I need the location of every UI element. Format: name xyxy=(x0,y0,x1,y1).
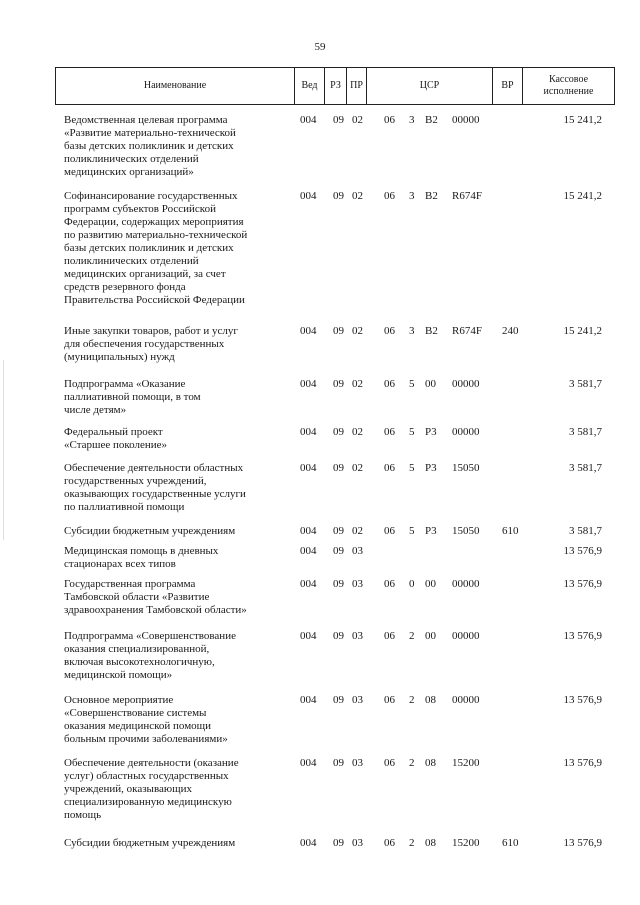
row-name: Государственная программа Тамбовской области «Развитие здравоохранения Тамбовской области» xyxy=(64,578,247,616)
row-vr: 610 xyxy=(502,837,519,849)
row-csr-subprogram: 2 xyxy=(409,630,415,642)
row-rz: 09 xyxy=(333,378,344,390)
row-name: Основное мероприятие «Совершенствование системы оказания медицинской помощи больным прочими заболеваниями» xyxy=(64,694,228,745)
row-csr-direction: 00000 xyxy=(452,630,480,642)
row-csr-subprogram: 5 xyxy=(409,378,415,390)
row-rz: 09 xyxy=(333,190,344,202)
row-amount: 13 576,9 xyxy=(563,694,602,706)
header-pr: ПР xyxy=(347,68,367,104)
row-rz: 09 xyxy=(333,578,344,590)
row-pr: 03 xyxy=(352,694,363,706)
row-pr: 03 xyxy=(352,578,363,590)
row-csr-direction: 00000 xyxy=(452,694,480,706)
row-name: Подпрограмма «Совершенствование оказания специализированной, включая высокотехнологичную, медицинской помощи» xyxy=(64,630,236,681)
row-csr-event: 08 xyxy=(425,694,436,706)
row-rz: 09 xyxy=(333,462,344,474)
row-csr-direction: 00000 xyxy=(452,114,480,126)
row-pr: 03 xyxy=(352,757,363,769)
row-rz: 09 xyxy=(333,630,344,642)
row-csr-subprogram: 2 xyxy=(409,694,415,706)
row-ved: 004 xyxy=(300,426,317,438)
row-pr: 02 xyxy=(352,426,363,438)
row-vr: 240 xyxy=(502,325,519,337)
row-name: Обеспечение деятельности (оказание услуг) областных государственных учреждений, оказывающих специализированную медицинскую помощь xyxy=(64,757,239,821)
row-rz: 09 xyxy=(333,694,344,706)
row-rz: 09 xyxy=(333,426,344,438)
row-csr-direction: 15200 xyxy=(452,837,480,849)
row-csr-event: 00 xyxy=(425,578,436,590)
row-csr-direction: 15050 xyxy=(452,462,480,474)
row-name: Обеспечение деятельности областных государственных учреждений, оказывающих государственные услуги по паллиативной помощи xyxy=(64,462,246,513)
row-amount: 13 576,9 xyxy=(563,837,602,849)
row-csr-program: 06 xyxy=(384,190,395,202)
row-rz: 09 xyxy=(333,325,344,337)
row-csr-event: В2 xyxy=(425,325,438,337)
row-csr-program: 06 xyxy=(384,694,395,706)
header-csr: ЦСР xyxy=(367,68,493,104)
row-csr-event: Р3 xyxy=(425,426,437,438)
row-csr-program: 06 xyxy=(384,426,395,438)
row-csr-subprogram: 0 xyxy=(409,578,415,590)
row-ved: 004 xyxy=(300,630,317,642)
row-pr: 03 xyxy=(352,837,363,849)
row-pr: 02 xyxy=(352,462,363,474)
header-ved: Вед xyxy=(295,68,325,104)
row-name: Софинансирование государственных программ субъектов Российской Федерации, содержащих мероприятия по развитию материально-технической базы детских поликлиник и детских поликлинических отделений медицинских организаций, за счет средств резервного фонда Правительства Российской Федерации xyxy=(64,190,248,306)
row-amount: 15 241,2 xyxy=(563,325,602,337)
row-csr-direction: R674F xyxy=(452,325,482,337)
row-rz: 09 xyxy=(333,525,344,537)
row-csr-subprogram: 3 xyxy=(409,114,415,126)
row-amount: 3 581,7 xyxy=(569,462,602,474)
row-csr-event: Р3 xyxy=(425,525,437,537)
row-csr-subprogram: 2 xyxy=(409,757,415,769)
row-ved: 004 xyxy=(300,190,317,202)
header-rz: РЗ xyxy=(325,68,347,104)
row-ved: 004 xyxy=(300,462,317,474)
row-vr: 610 xyxy=(502,525,519,537)
row-csr-program: 06 xyxy=(384,578,395,590)
row-name: Субсидии бюджетным учреждениям xyxy=(64,837,236,849)
row-csr-subprogram: 3 xyxy=(409,325,415,337)
row-amount: 3 581,7 xyxy=(569,525,602,537)
row-rz: 09 xyxy=(333,757,344,769)
row-ved: 004 xyxy=(300,114,317,126)
page-number: 59 xyxy=(314,41,326,53)
row-csr-event: 08 xyxy=(425,757,436,769)
scan-margin-mark xyxy=(3,360,4,540)
row-csr-program: 06 xyxy=(384,114,395,126)
header-name: Наименование xyxy=(56,68,295,104)
table-header xyxy=(55,67,615,105)
row-amount: 15 241,2 xyxy=(563,114,602,126)
row-csr-event: 00 xyxy=(425,378,436,390)
row-amount: 3 581,7 xyxy=(569,378,602,390)
row-name: Медицинская помощь в дневных стационарах всех типов xyxy=(64,545,219,570)
row-csr-program: 06 xyxy=(384,757,395,769)
row-ved: 004 xyxy=(300,325,317,337)
row-ved: 004 xyxy=(300,694,317,706)
row-ved: 004 xyxy=(300,378,317,390)
row-csr-event: В2 xyxy=(425,190,438,202)
row-csr-program: 06 xyxy=(384,630,395,642)
row-csr-direction: 15200 xyxy=(452,757,480,769)
row-ved: 004 xyxy=(300,757,317,769)
row-pr: 03 xyxy=(352,545,363,557)
row-pr: 02 xyxy=(352,525,363,537)
row-csr-direction: 00000 xyxy=(452,578,480,590)
row-amount: 13 576,9 xyxy=(563,545,602,557)
row-rz: 09 xyxy=(333,545,344,557)
row-pr: 02 xyxy=(352,378,363,390)
row-csr-direction: 15050 xyxy=(452,525,480,537)
row-ved: 004 xyxy=(300,837,317,849)
row-rz: 09 xyxy=(333,837,344,849)
row-name: Федеральный проект «Старшее поколение» xyxy=(64,426,168,451)
header-kassovoe: Кассовое исполнение xyxy=(543,74,594,97)
row-ved: 004 xyxy=(300,545,317,557)
row-csr-direction: R674F xyxy=(452,190,482,202)
row-csr-subprogram: 5 xyxy=(409,426,415,438)
row-amount: 13 576,9 xyxy=(563,578,602,590)
row-csr-program: 06 xyxy=(384,525,395,537)
row-csr-subprogram: 5 xyxy=(409,462,415,474)
row-amount: 13 576,9 xyxy=(563,630,602,642)
row-csr-subprogram: 5 xyxy=(409,525,415,537)
row-pr: 02 xyxy=(352,325,363,337)
row-amount: 15 241,2 xyxy=(563,190,602,202)
row-name: Субсидии бюджетным учреждениям xyxy=(64,525,236,537)
row-name: Иные закупки товаров, работ и услуг для обеспечения государственных (муниципальных) нужд xyxy=(64,325,238,363)
row-csr-subprogram: 3 xyxy=(409,190,415,202)
row-pr: 03 xyxy=(352,630,363,642)
row-name: Подпрограмма «Оказание паллиативной помощи, в том числе детям» xyxy=(64,378,201,416)
row-csr-program: 06 xyxy=(384,325,395,337)
row-pr: 02 xyxy=(352,114,363,126)
row-amount: 3 581,7 xyxy=(569,426,602,438)
row-csr-event: 08 xyxy=(425,837,436,849)
row-ved: 004 xyxy=(300,525,317,537)
row-csr-event: В2 xyxy=(425,114,438,126)
row-amount: 13 576,9 xyxy=(563,757,602,769)
row-csr-program: 06 xyxy=(384,378,395,390)
header-vr: ВР xyxy=(493,68,523,104)
row-csr-direction: 00000 xyxy=(452,426,480,438)
row-csr-event: Р3 xyxy=(425,462,437,474)
row-csr-program: 06 xyxy=(384,462,395,474)
row-csr-event: 00 xyxy=(425,630,436,642)
row-csr-program: 06 xyxy=(384,837,395,849)
row-csr-subprogram: 2 xyxy=(409,837,415,849)
row-pr: 02 xyxy=(352,190,363,202)
row-rz: 09 xyxy=(333,114,344,126)
row-ved: 004 xyxy=(300,578,317,590)
row-csr-direction: 00000 xyxy=(452,378,480,390)
row-name: Ведомственная целевая программа «Развитие материально-технической базы детских поликлиник и детских поликлинических отделений медицинских организаций» xyxy=(64,114,236,178)
